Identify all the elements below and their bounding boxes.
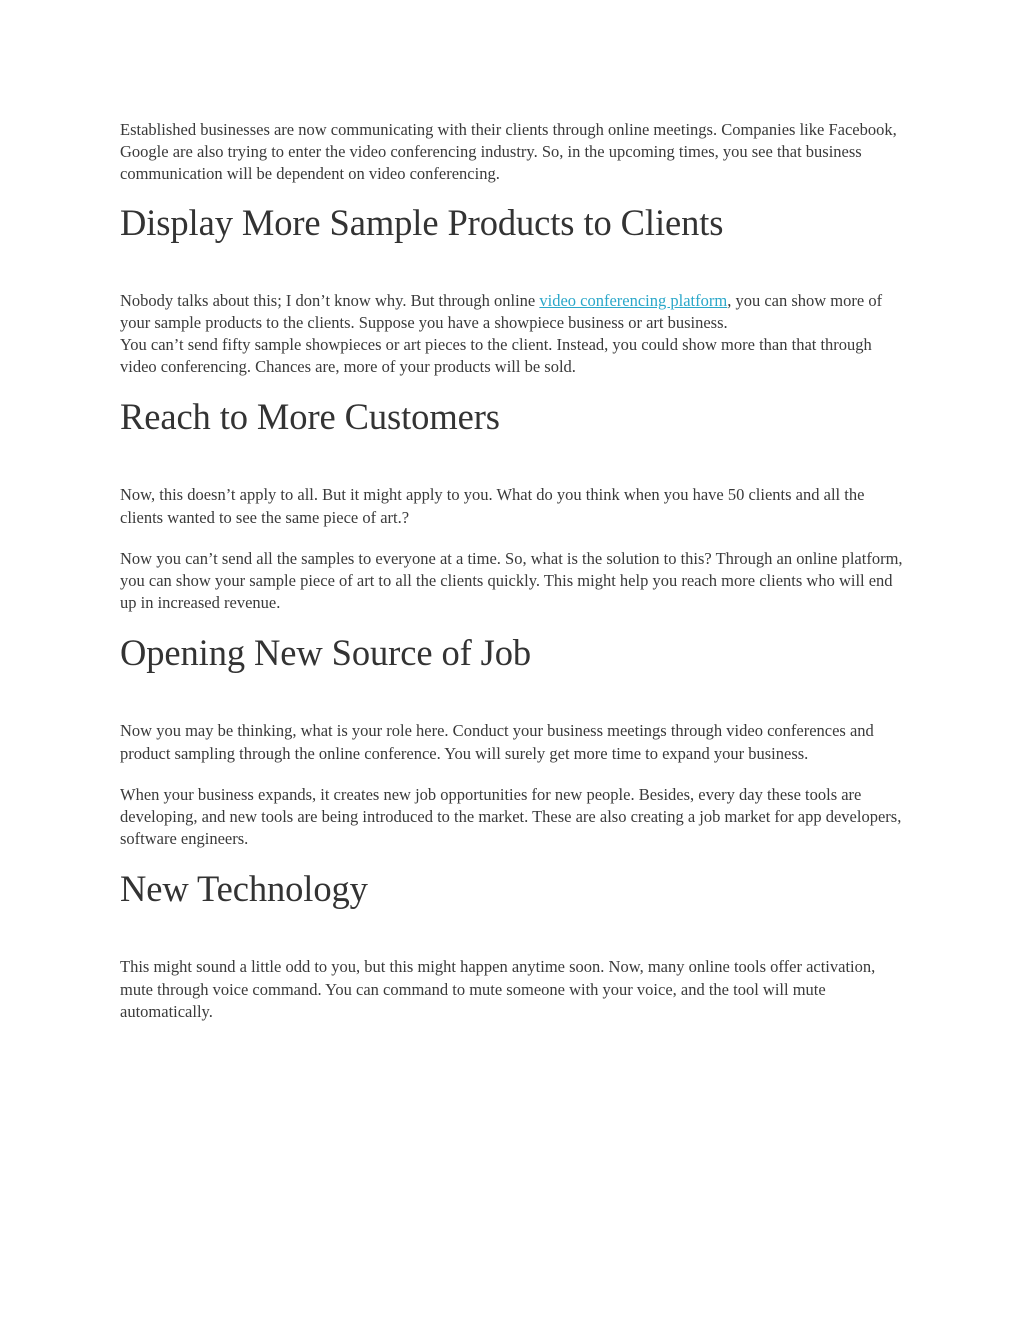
document-page xyxy=(120,119,906,1023)
paragraph-new-technology-1: This might sound a little odd to you, but this might happen anytime soon. Now, many online tools offer activation, mute through voice command. You can command to mute someone with your voice, and the tool will mute automatically. xyxy=(120,957,876,1021)
paragraph-reach-customers-2: Now you can’t send all the samples to everyone at a time. So, what is the solution to this? Through an online platform, you can show your sample piece of art to all the clients quickly. This might help you reach more clients who will end up in increased revenue. xyxy=(120,548,903,613)
paragraph-display-products-1 xyxy=(120,290,906,334)
paragraph-new-job-2: When your business expands, it creates new job opportunities for new people. Besides, every day these tools are developing, and new tools are being introduced to the market. These are also creating a job market for app developers, software engineers. xyxy=(120,784,902,849)
paragraph-text-after-link: , you can show more of your sample products to the clients. Suppose you have a showpiece business or art business. xyxy=(120,290,883,332)
heading-display-more-sample-products: Display More Sample Products to Clients xyxy=(120,201,724,243)
heading-new-technology: New Technology xyxy=(120,868,368,910)
paragraph-display-products-2: You can’t send fifty sample showpieces or art pieces to the client. Instead, you could show more than that through video conferencing. Chances are, more of your products will be sold. xyxy=(120,335,872,377)
intro-paragraph: Established businesses are now communicating with their clients through online meetings. Companies like Facebook, Google are also trying to enter the video conferencing industry. So, in the upcoming times, you see that business communication will be dependent on video conferencing. xyxy=(120,120,897,184)
heading-opening-new-source-of-job: Opening New Source of Job xyxy=(120,632,532,674)
heading-reach-more-customers: Reach to More Customers xyxy=(120,396,500,438)
video-conferencing-platform-link[interactable]: video conferencing platform xyxy=(539,290,728,310)
paragraph-text-before-link: Nobody talks about this; I don’t know why. But through online xyxy=(120,290,540,310)
paragraph-new-job-1: Now you may be thinking, what is your role here. Conduct your business meetings through video conferences and product sampling through the online conference. You will surely get more time to expand your business. xyxy=(120,721,874,763)
paragraph-reach-customers-1: Now, this doesn’t apply to all. But it might apply to you. What do you think when you have 50 clients and all the clients wanted to see the same piece of art.? xyxy=(120,485,865,527)
